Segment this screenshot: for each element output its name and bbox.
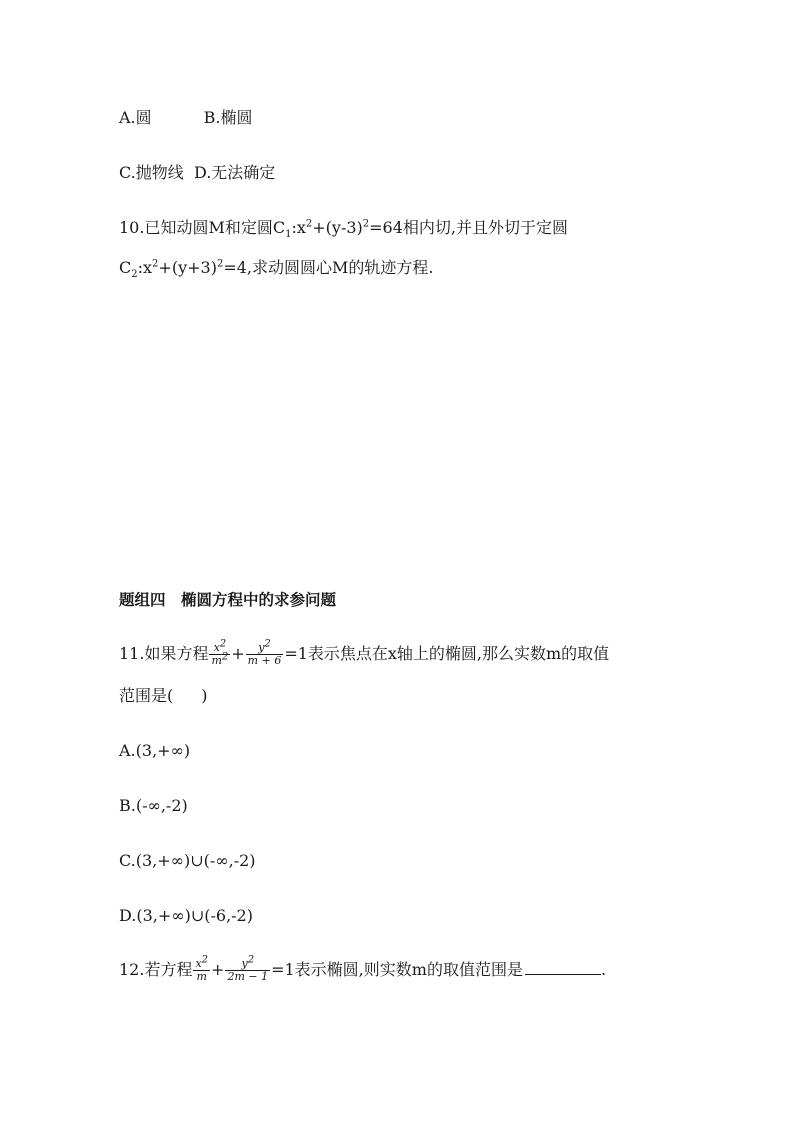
- q11-line-2: [119, 686, 208, 706]
- q10-text-start: 10.已知动圆M和定圆C: [119, 218, 286, 237]
- q10-line-2: [119, 258, 434, 281]
- q10-text-x2: :x: [137, 258, 153, 277]
- q11-option-b: B.(-∞,-2): [119, 796, 188, 815]
- q11-option-d: D.(3,+∞)∪(-6,-2): [119, 906, 253, 925]
- q11-close-paren: ): [201, 686, 208, 705]
- plus-sign: +: [231, 644, 245, 663]
- c2-label: C: [119, 258, 132, 277]
- q9-option-a: A.圆: [119, 108, 152, 127]
- exponent: 2: [362, 218, 370, 230]
- q10-text-end: =64相内切,并且外切于定圆: [369, 218, 568, 237]
- q9-option-d: D.无法确定: [193, 163, 276, 182]
- q10-text-end2: =4,求动圆圆心M的轨迹方程.: [223, 258, 434, 277]
- q10-text-y2: +(y+3): [158, 258, 217, 277]
- c1-subscript: 1: [285, 229, 292, 241]
- q12-text-start: 12.若方程: [119, 960, 193, 979]
- q10-text-y: +(y-3): [312, 218, 363, 237]
- q11-fraction-x: $\frac{x^2}{m^2}$: [211, 638, 229, 667]
- section-heading: 题组四 椭圆方程中的求参问题: [119, 591, 337, 609]
- q9-option-c: C.抛物线: [119, 163, 184, 182]
- q9-options-row-1: [119, 108, 253, 128]
- c2-subscript: 2: [131, 269, 138, 281]
- q11-option-c: C.(3,+∞)∪(-∞,-2): [119, 851, 256, 870]
- q10-text-x: :x: [291, 218, 306, 237]
- answer-blank[interactable]: [525, 960, 601, 975]
- q12-line: [119, 954, 606, 986]
- q11-text-start: 11.如果方程: [119, 644, 209, 663]
- plus-sign: +: [211, 960, 225, 979]
- q10-line-1: [119, 218, 568, 241]
- q12-fraction-y: $\frac{y^2}{2m - 1}$: [227, 954, 269, 983]
- q11-text-end: =1表示焦点在x轴上的椭圆,那么实数m的取值: [284, 644, 610, 663]
- q11-range-text: 范围是(: [119, 686, 174, 705]
- q11-fraction-y: $\frac{y^2}{m + 6}$: [247, 638, 282, 667]
- q12-text-end: =1表示椭圆,则实数m的取值范围是: [271, 960, 523, 979]
- q9-options-row-2: [119, 163, 275, 183]
- exponent: 2: [305, 218, 313, 230]
- q12-fraction-x: $\frac{x^2}{m}$: [195, 954, 209, 983]
- q11-option-a: A.(3,+∞): [119, 741, 191, 760]
- q9-option-b: B.椭圆: [203, 108, 253, 127]
- exponent: 2: [216, 258, 224, 270]
- q12-period: .: [600, 960, 607, 979]
- exponent: 2: [152, 258, 159, 270]
- q11-line-1: [119, 638, 609, 670]
